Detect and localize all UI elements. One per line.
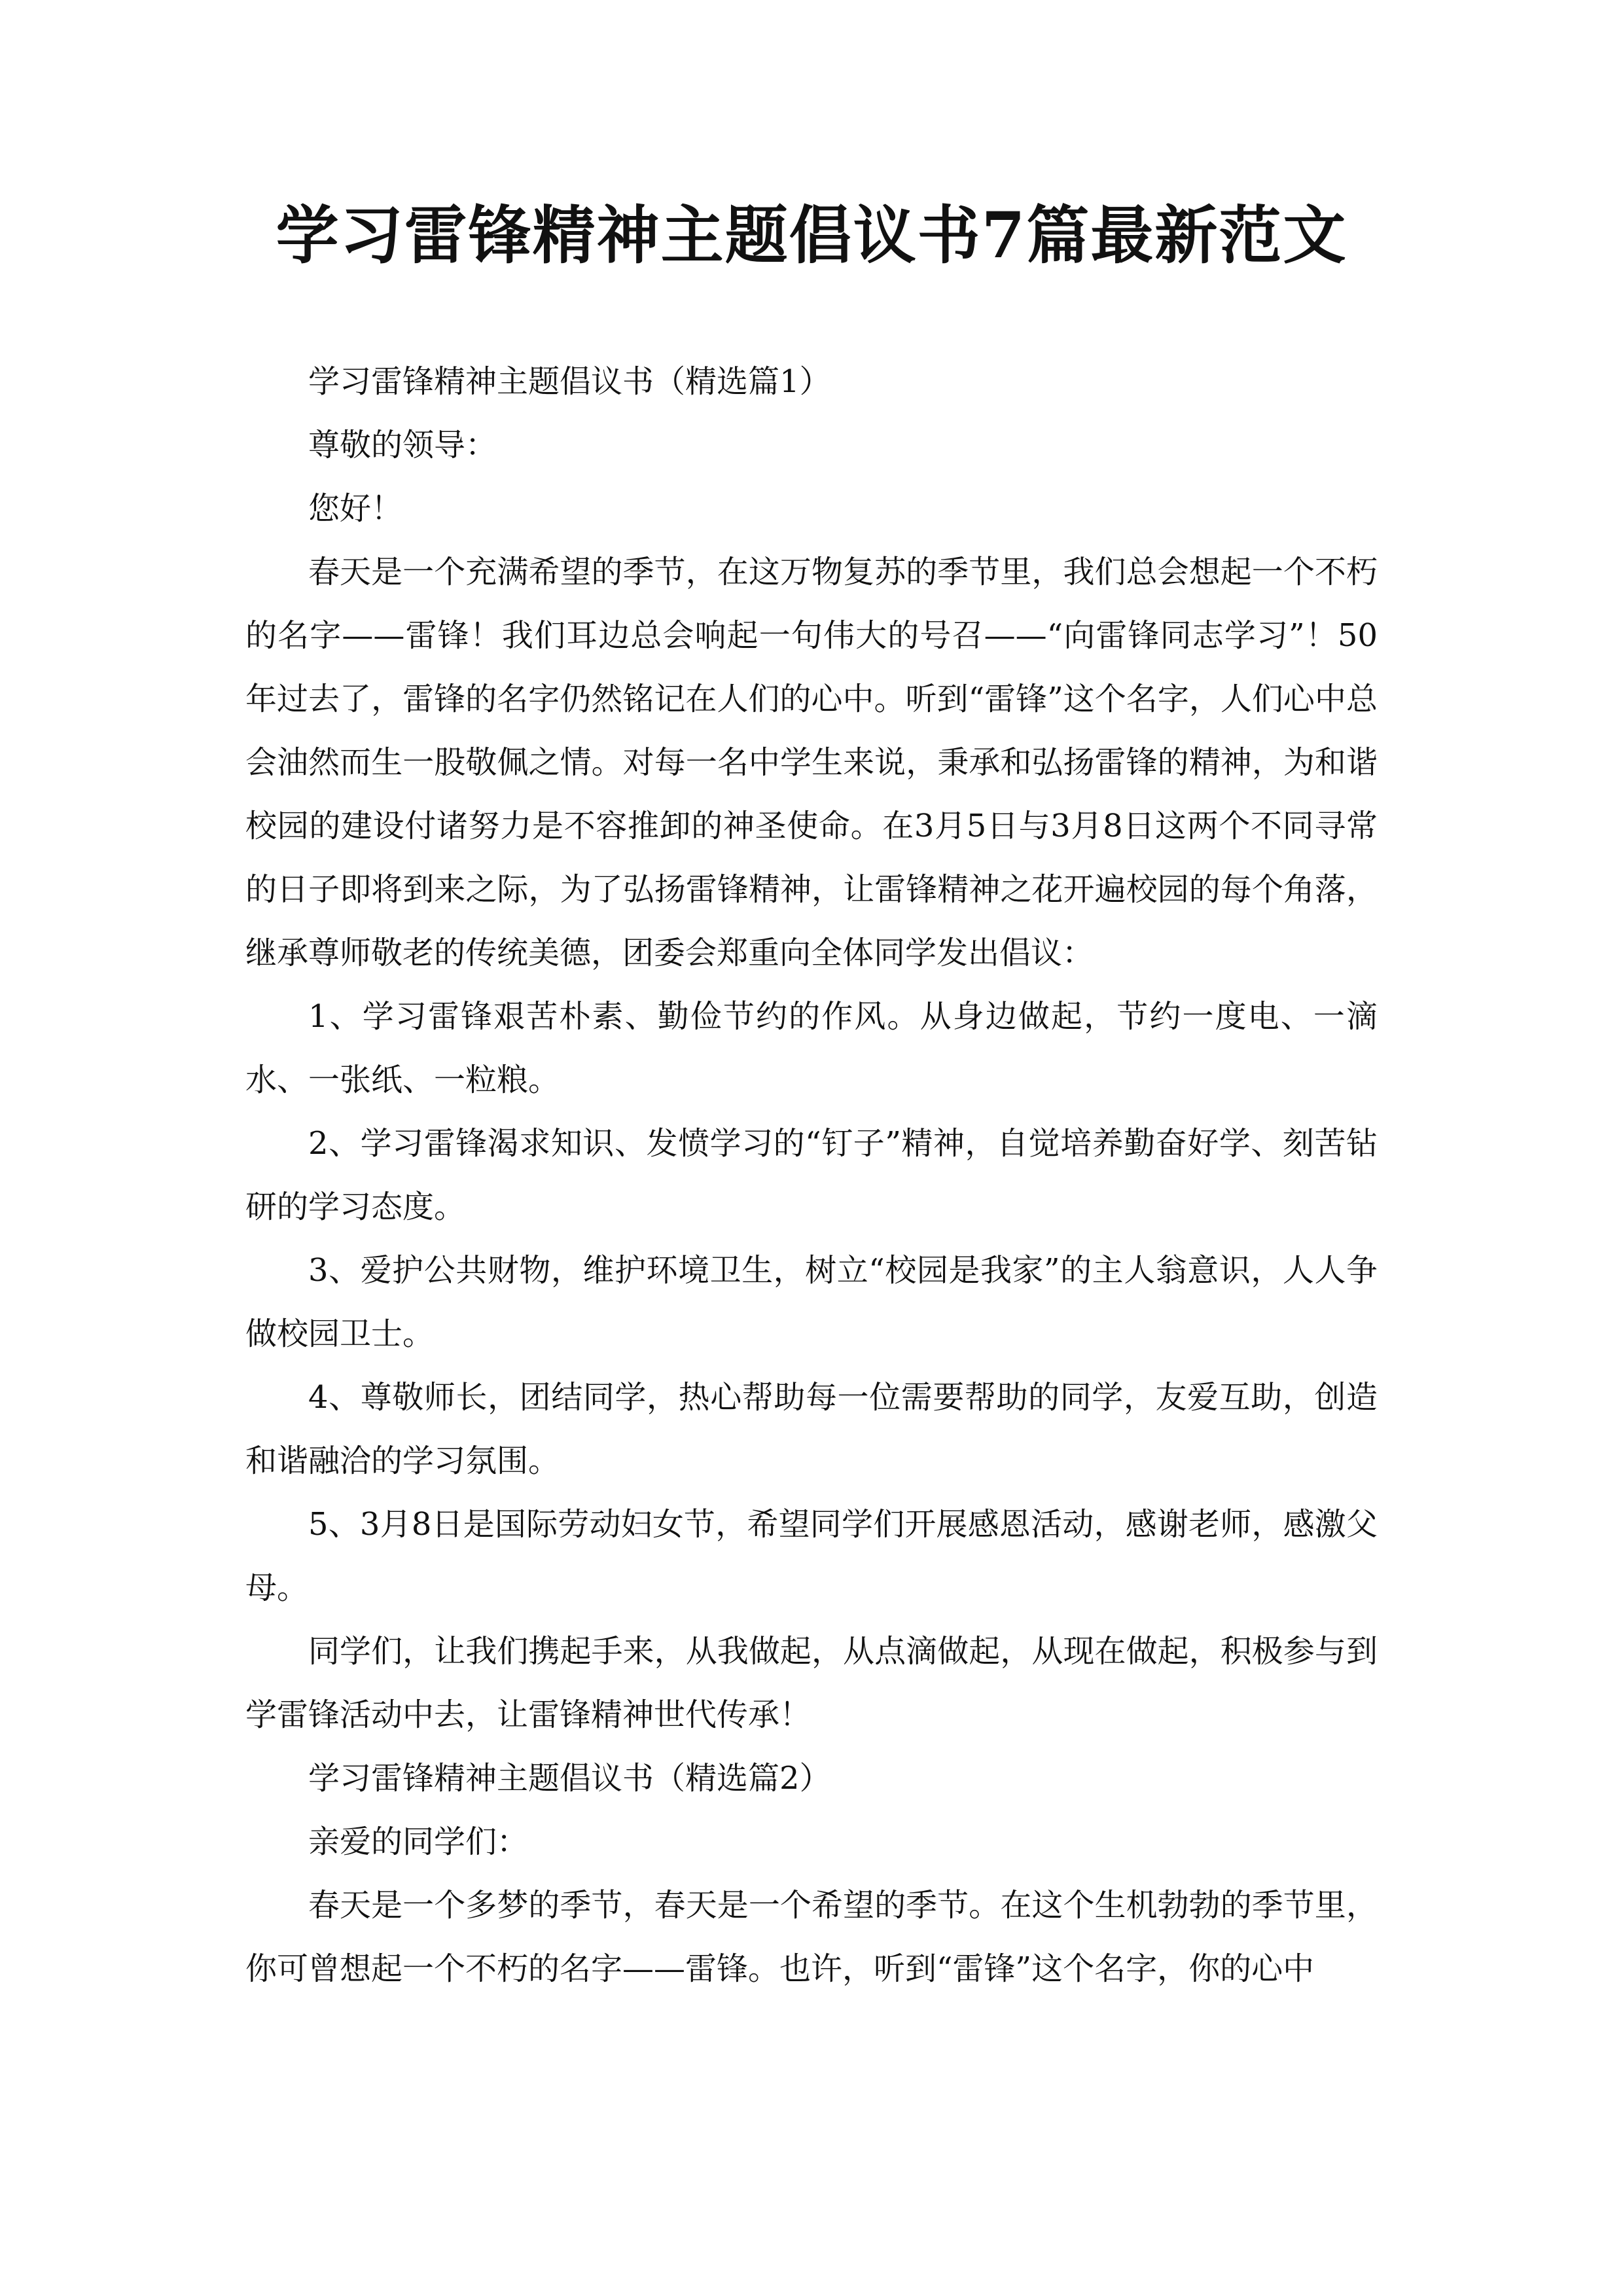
proposal-item-5: 5、3月8日是国际劳动妇女节，希望同学们开展感恩活动，感谢老师，感激父母。 [245,1506,1378,1606]
section-heading: 学习雷锋精神主题倡议书（精选篇1） [308,363,831,400]
section-heading: 学习雷锋精神主题倡议书（精选篇2） [308,1760,831,1797]
proposal-item-4: 4、尊敬师长，团结同学，热心帮助每一位需要帮助的同学，友爱互助，创造和谐融洽的学习氛围。 [245,1379,1378,1479]
body-paragraph: 春天是一个充满希望的季节，在这万物复苏的季节里，我们总会想起一个不朽的名字——雷锋！我们耳边总会响起一句伟大的号召——“向雷锋同志学习”！50年过去了，雷锋的名字仍然铭记在人们的心中。听到“雷锋”这个名字，人们心中总会油然而生一股敬佩之情。对每一名中学生来说，秉承和弘扬雷锋的精神，为和谐校园的建设付诸努力是不容推卸的神圣使命。在3月5日与3月8日这两个不同寻常的日子即将到来之际，为了弘扬雷锋精神，让雷锋精神之花开遍校园的每个角落，继承尊师敬老的传统美德，团委会郑重向全体同学发出倡议： [245,554,1378,971]
document-title: 学习雷锋精神主题倡议书7篇最新范文 [276,198,1347,272]
proposal-item-3: 3、爱护公共财物，维护环境卫生，树立“校园是我家”的主人翁意识，人人争做校园卫士。 [245,1252,1378,1352]
body-paragraph: 春天是一个多梦的季节，春天是一个希望的季节。在这个生机勃勃的季节里，你可曾想起一个不朽的名字——雷锋。也许，听到“雷锋”这个名字，你的心中 [245,1887,1378,1987]
closing-paragraph: 同学们，让我们携起手来，从我做起，从点滴做起，从现在做起，积极参与到学雷锋活动中去，让雷锋精神世代传承！ [245,1633,1378,1733]
salutation: 亲爱的同学们： [308,1823,529,1860]
proposal-item-2: 2、学习雷锋渴求知识、发愤学习的“钉子”精神，自觉培养勤奋好学、刻苦钻研的学习态度。 [245,1125,1378,1225]
greeting: 您好！ [308,490,403,527]
document-body [245,350,1378,2001]
proposal-item-1: 1、学习雷锋艰苦朴素、勤俭节约的作风。从身边做起，节约一度电、一滴水、一张纸、一粒粮。 [245,998,1378,1098]
salutation: 尊敬的领导： [308,427,497,463]
